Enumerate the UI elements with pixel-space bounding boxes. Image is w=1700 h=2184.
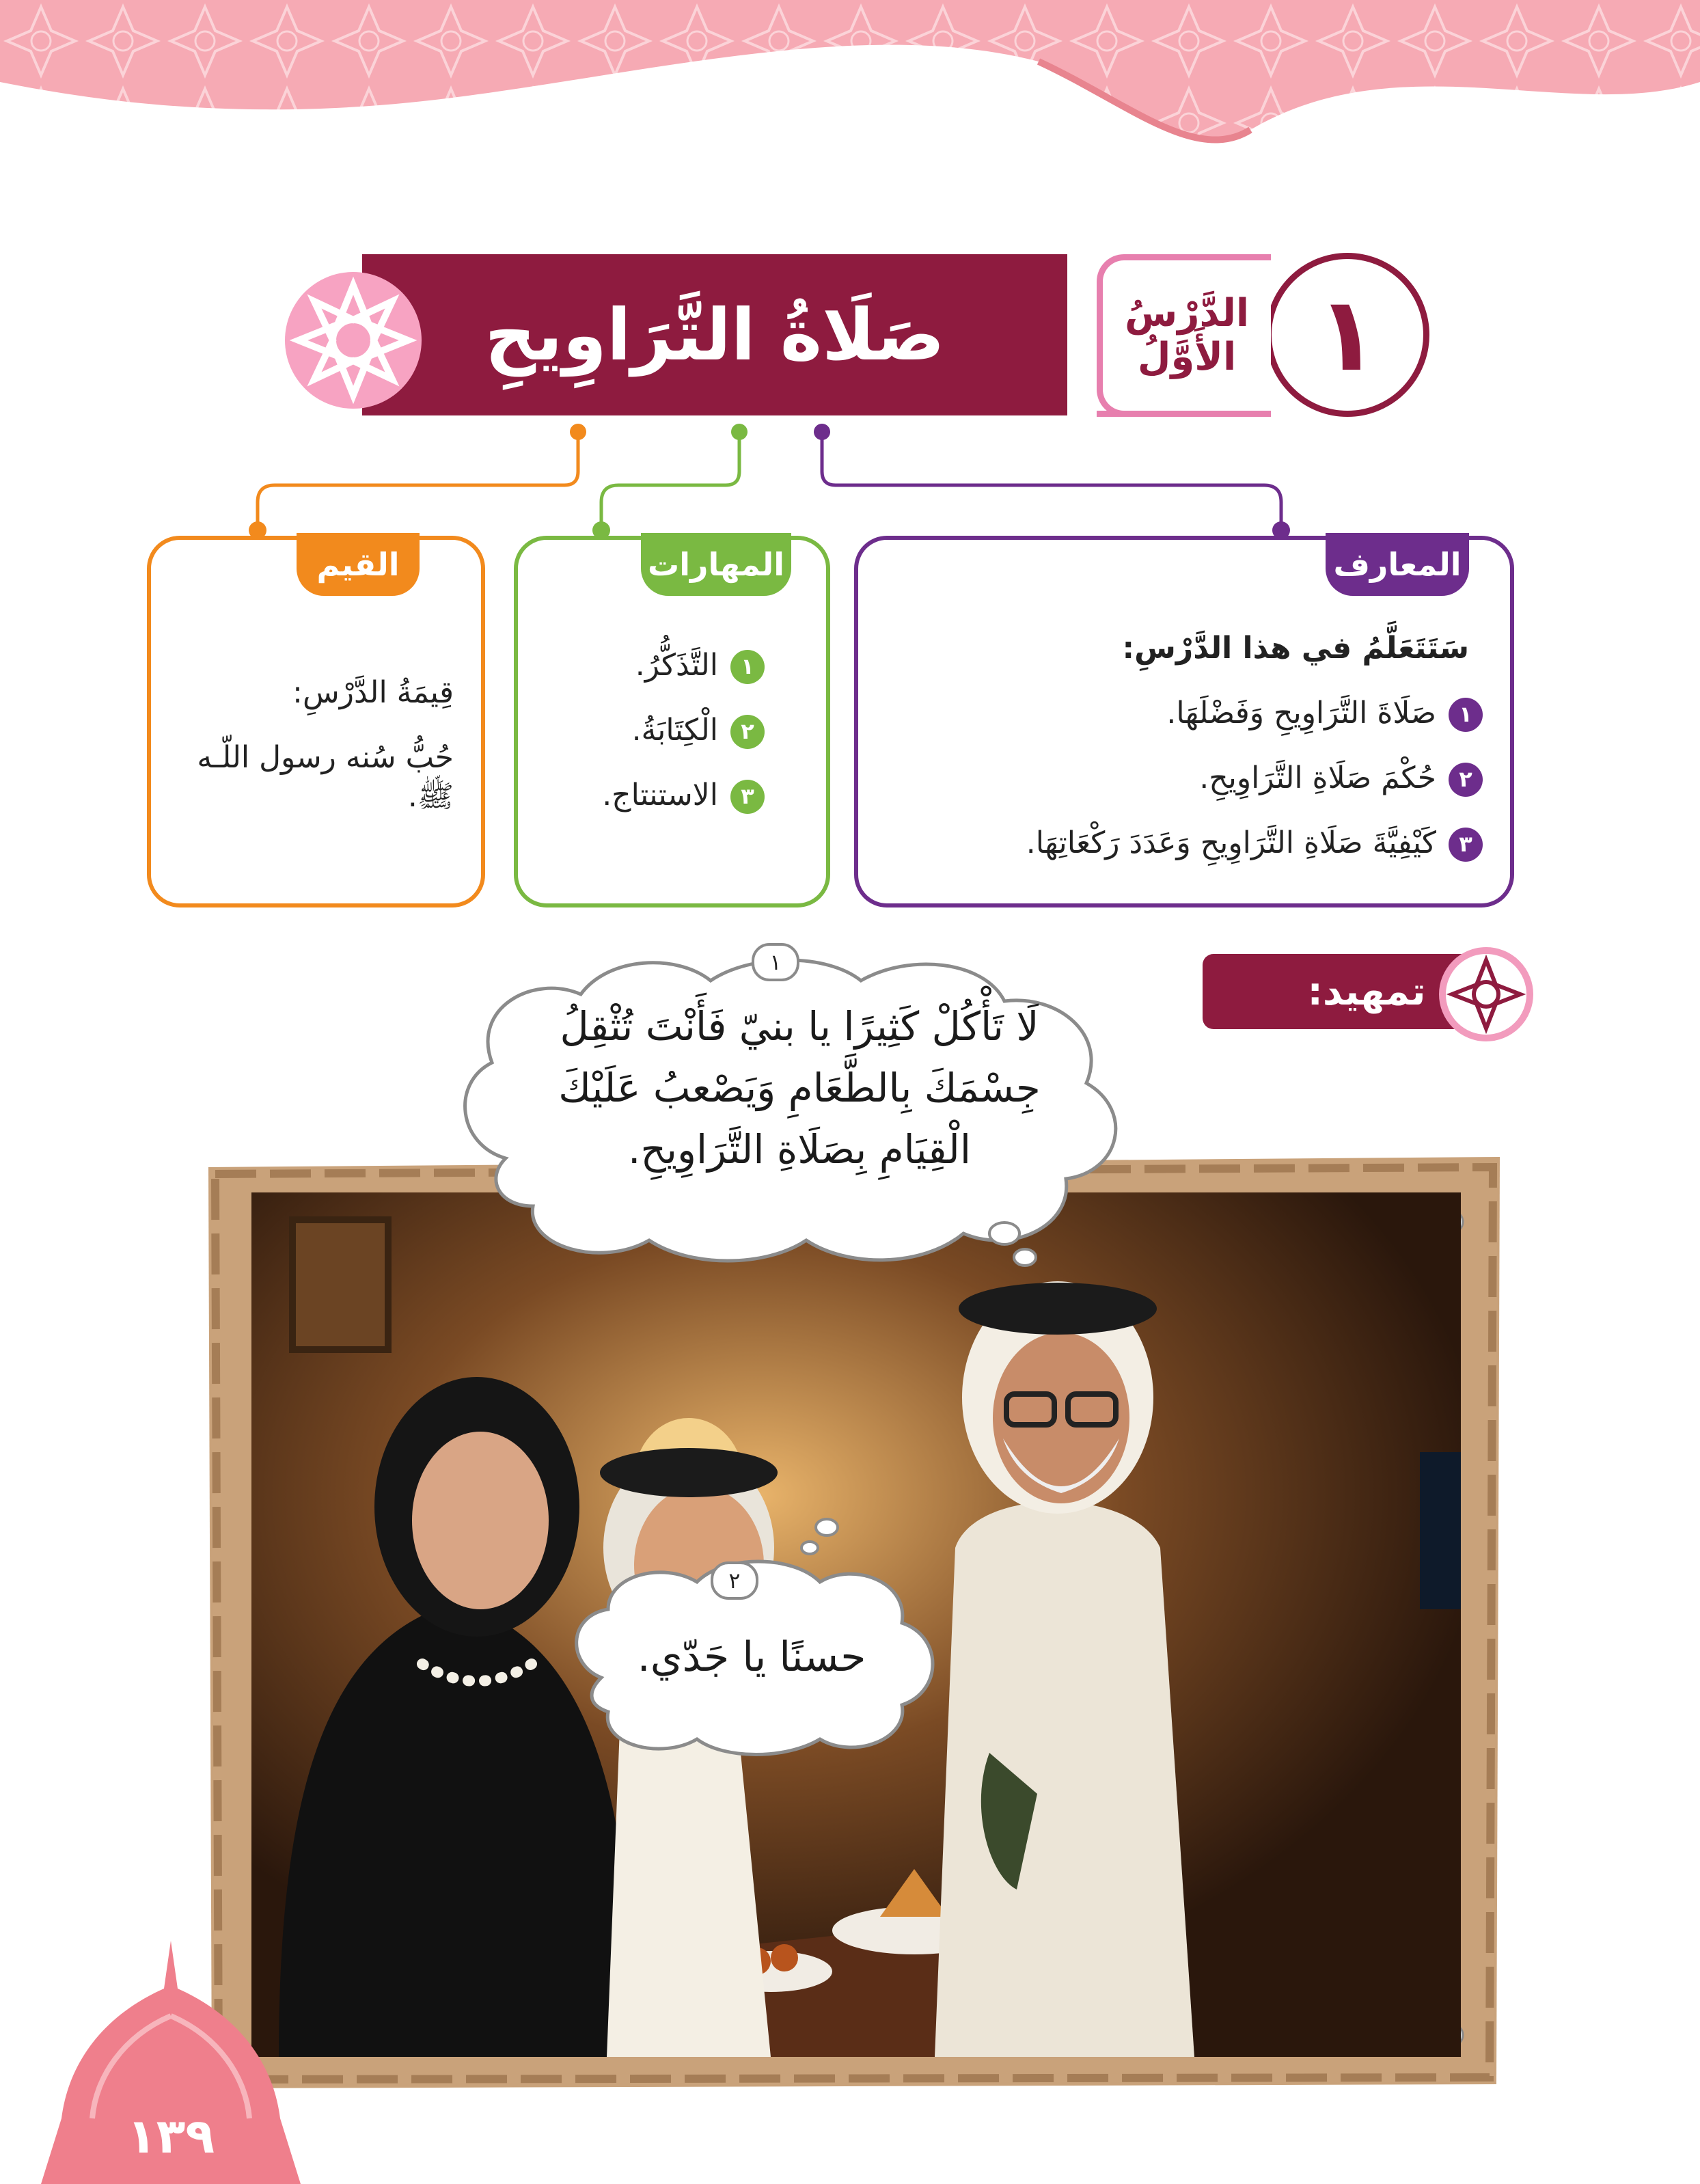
knowledge-item [868,823,1483,862]
rosette-ornament-icon [1435,943,1537,1046]
values-text: حُبُّ سُنه رسول اللّـه ﷺ. [197,740,454,815]
page-number: ١٣٩ [126,2108,215,2164]
lesson-number: ١ [1316,275,1379,394]
knowledge-item-text: صَلَاةَ التَّرَاوِيحِ وَفَضْلَهَا. [1166,696,1436,731]
number-badge: ٢ [730,715,765,749]
lesson-tag-line2: الأَوَّلُ [1137,335,1237,379]
knowledge-item [881,759,1483,797]
bubble-number: ١ [752,943,799,981]
values-tab: القيم [297,533,420,596]
knowledge-card [854,536,1514,907]
knowledge-item-text: حُكْمَ صَلَاةِ التَّرَاوِيحِ. [1199,761,1436,795]
introduction-label-text: تمهيد: [1307,969,1426,1014]
boy-speech: حسنًا يا جَدّي. [637,1633,866,1681]
skill-item [602,776,765,815]
speech-line: الْقِيَامِ بِصَلَاةِ التَّرَاوِيحِ. [628,1125,971,1173]
bubble-number: ٢ [711,1561,758,1600]
lesson-title-banner [362,254,1067,415]
top-decorative-border [0,0,1700,178]
knowledge-tab: المعارف [1326,533,1469,596]
number-badge: ٣ [1449,828,1483,862]
skill-item-text: التَّذَكُّرُ. [635,648,718,683]
skills-card [514,536,830,907]
skill-item-text: الْكِتَابَةُ. [631,713,718,748]
grandfather-speech [519,996,1080,1181]
skills-tab: المهارات [641,533,791,596]
knowledge-intro: سَتَتَعَلَّمُ في هذا الدَّرْسِ: [1122,631,1469,666]
lesson-title: صَلَاةُ التَّرَاوِيحِ [484,293,945,377]
lesson-tag [1097,254,1271,417]
skill-item-text: الاستنتاج. [602,778,718,813]
rosette-ornament-icon [268,265,439,415]
category-connectors [0,410,1700,547]
speech-line: لَا تَأْكُلْ كَثِيرًا يا بنيّ فَأَنْتَ تُثْقِلُ [560,1003,1039,1050]
number-badge: ٣ [730,780,765,814]
number-badge: ١ [730,650,765,684]
skill-item [632,711,765,750]
number-badge: ١ [1449,698,1483,732]
skill-item [635,646,765,685]
values-intro: قِيمَةُ الدَّرْسِ: [292,675,454,710]
lesson-tag-line1: الدَّرْسُ [1124,290,1250,336]
values-card [147,536,485,907]
knowledge-item [881,694,1483,733]
lesson-number-badge [1265,253,1429,417]
speech-line: جِسْمَكَ بِالطَّعَامِ وَيَصْعبُ عَلَيْكَ [558,1064,1041,1111]
bubble-tail-dots [786,1510,854,1565]
knowledge-item-text: كَيْفِيَّةَ صَلَاةِ التَّرَاوِيحِ وَعَدَدَ رَكْعَاتِهَا. [1026,825,1436,860]
number-badge: ٢ [1449,763,1483,797]
